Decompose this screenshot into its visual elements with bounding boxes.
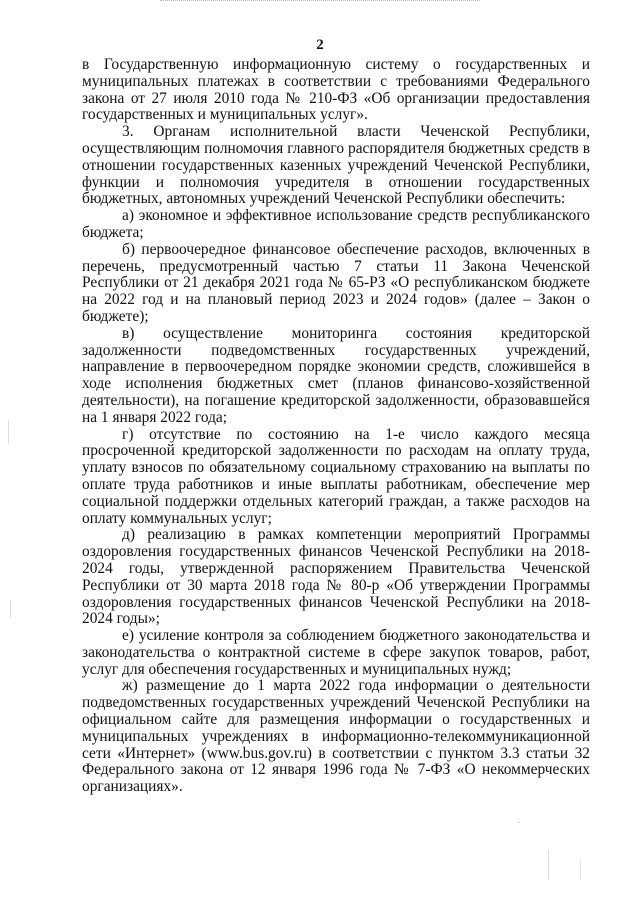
paragraph-subitem-d: д) реализацию в рамках компетенции мероприятий Программы оздоровления государственных финансов Чеченской Республики на 2018-2024 годы, утвержденной распоряжением Правительства Чеченской Республики от 30 марта 2018 года № 80-р «Об утверждении Программы оздоровления государственных финансов Чеченской Республики на 2018-2024 годы»; bbox=[82, 526, 590, 628]
paragraph-subitem-a: а) экономное и эффективное использование средств республиканского бюджета; bbox=[82, 207, 590, 241]
scan-top-mark bbox=[160, 0, 480, 5]
scan-speck bbox=[548, 850, 549, 880]
scan-speck bbox=[10, 600, 11, 618]
paragraph-subitem-g: г) отсутствие по состоянию на 1-е число каждого месяца просроченной кредиторской задолженности по расходам на оплату труда, уплату взносов по обязательному социальному страхованию на выплаты по оплате труда работников и иные выплаты работникам, обеспечение мер социальной поддержки отдельных категорий граждан, а также расходов на оплату коммунальных услуг; bbox=[82, 425, 590, 527]
paragraph-subitem-zh: ж) размещение до 1 марта 2022 года информации о деятельности подведомственных государственных учреждений Чеченской Республики на официальном сайте для размещения информации о государственных и муниципальных учреждениях в информационно-телекоммуникационной сети «Интернет» (www.bus.gov.ru) в соответствии с пунктом 3.3 статьи 32 Федерального закона от 12 января 1996 года № 7-ФЗ «О некоммерческих организациях». bbox=[82, 677, 590, 796]
paragraph-subitem-e: е) усиление контроля за соблюдением бюджетного законодательства и законодательства о контрактной системе в сфере закупок товаров, работ, услуг для обеспечения государственных и муниципальных нужд; bbox=[82, 627, 590, 678]
scan-speck bbox=[518, 822, 520, 823]
page-number: 2 bbox=[316, 37, 324, 53]
document-body bbox=[82, 57, 590, 796]
paragraph-item-3: 3. Органам исполнительной власти Чеченской Республики, осуществляющим полномочия главного распорядителя бюджетных средств в отношении государственных казенных учреждений Чеченской Республики, функции и полномочия учредителя в отношении государственных бюджетных, автономных учреждений Чеченской Республики обеспечить: bbox=[82, 123, 590, 208]
paragraph-continuation: в Государственную информационную систему о государственных и муниципальных платежах в соответствии с требованиями Федерального закона от 27 июля 2010 года № 210-ФЗ «Об организации предоставления государственных и муниципальных услуг». bbox=[82, 56, 590, 124]
scan-speck bbox=[8, 420, 9, 444]
scan-speck bbox=[580, 860, 581, 880]
paragraph-subitem-b: б) первоочередное финансовое обеспечение расходов, включенных в перечень, предусмотренный частью 7 статьи 11 Закона Чеченской Республики от 21 декабря 2021 года № 65-РЗ «О республиканском бюджете на 2022 год и на плановый период 2023 и 2024 годов» (далее – Закон о бюджете); bbox=[82, 240, 590, 325]
paragraph-subitem-v: в) осуществление мониторинга состояния кредиторской задолженности подведомственных государственных учреждений, направление в первоочередном порядке экономии средств, сложившейся в ходе исполнения бюджетных смет (планов финансово-хозяйственной деятельности), на погашение кредиторской задолженности, образовавшейся на 1 января 2022 года; bbox=[82, 324, 590, 426]
